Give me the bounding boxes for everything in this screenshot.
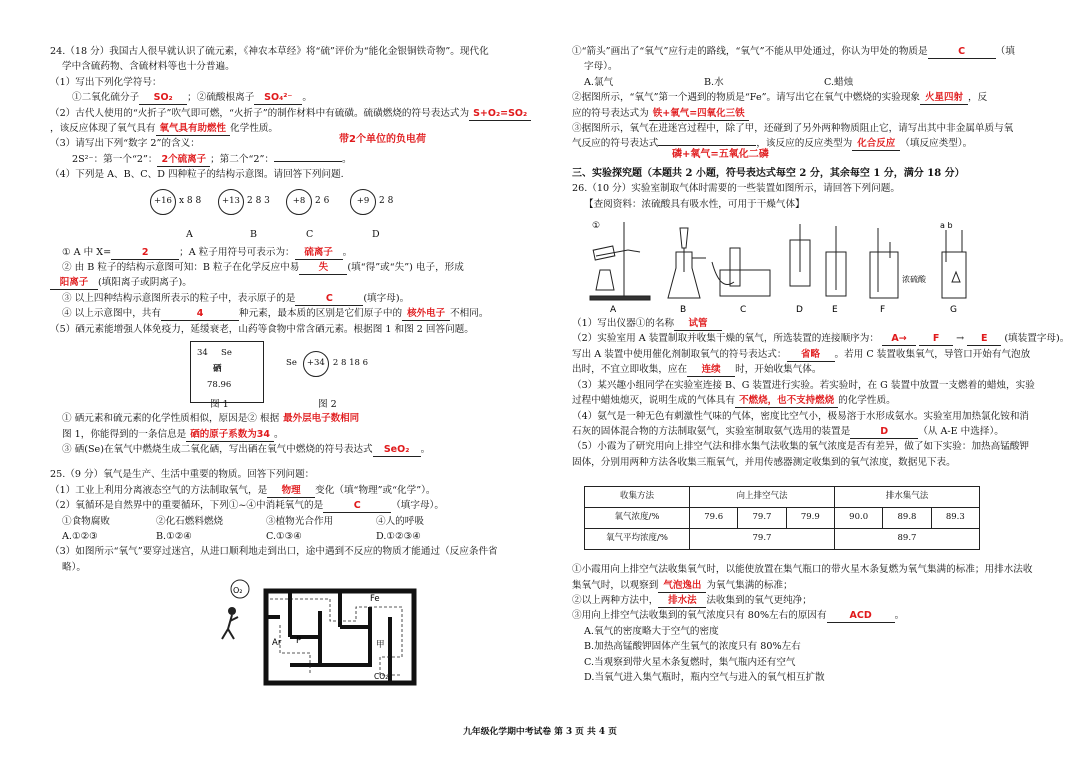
q24-p3b: ；第二个“2”： [210,153,274,165]
q24-5a2-line: 图 1，你能得到的一条信息是 硒的原子系数为34 。 [62,428,284,440]
nucleus-d: +9 [350,189,376,215]
se-symbol: Se [221,348,232,359]
q25-b2: 应的符号表达式为 [572,107,649,119]
q26-p2: （2）实验室用 A 装置制取并收集干燥的氧气，所选装置的连接顺序为： [572,333,879,345]
q26-p5b: 固体，分别用两种方法各收集三瓶氧气，并用传感器测定收集到的氧气浓度，数据见下表。 [572,456,956,468]
se-name: 硒 [213,364,222,375]
q25-b-line [572,90,1052,105]
q25-p3: （3）如图所示“氧气”要穿过迷宫，从进口顺利地走到出口，途中遇到不反应的物质才能通过（反应条件省 [50,546,498,558]
q26-p2c-line [572,362,1052,377]
se2-symbol: Se [286,358,297,369]
q26-q1b-line [572,578,1052,593]
maze-figure [50,577,550,687]
letter-b: B [250,228,257,240]
letter-c: C [306,228,314,240]
q24-4d-line [50,306,550,321]
nucleus-b: +13 [218,189,244,215]
q26-q3-post: 。 [894,610,905,622]
letter-a: A [186,228,193,240]
answer-ion-type: 阳离子 [50,277,98,290]
q25-c2-post: （填反应类型）。 [900,138,973,150]
table-cell: 89.7 [834,529,979,550]
atom-b [218,189,270,215]
q26-p1: （1）写出仪器①的名称 [572,318,675,330]
q24-4b-line [50,260,550,275]
table-cell: 90.0 [834,508,882,529]
se-mass: 78.96 [207,380,232,391]
q25-choice-c: C.①③④ [266,530,302,542]
fig2-caption: 图 2 [318,399,337,411]
q26-q3-line [572,608,1052,623]
answer-fe-phenomenon: 火星四射 [920,92,968,105]
q24-4b2-line [50,275,550,290]
table-cell: 79.9 [786,508,834,529]
answer-element-count: 4 [161,308,239,321]
apparatus-figure [572,212,1052,316]
q25-intro: 25.（9 分）氧气是生产、生活中重要的物质。回答下列问题： [50,469,315,481]
q24-5b: ③ 硒(Se)在氧气中燃烧生成二氧化硒，写出硒在氧气中燃烧的符号表达式 [62,443,373,455]
answer-second-2: 带2个单位的负电荷 [339,134,426,146]
answer-so4: SO₄²⁻ [254,92,302,105]
atom-c [286,189,329,215]
label-b: B [680,305,687,316]
q26-q1b: 集氧气时，以观察到 [572,579,659,591]
maze-p-label: P [296,636,302,647]
answer-seq-f: F [919,333,953,346]
answer-p-equation: 磷+氧气=五氧化二磷 [672,148,769,160]
answer-consume-oxygen: C [323,500,391,513]
q25-p1-post: 变化（填“物理”或“化学”）。 [315,484,436,496]
q24-4d: ④ 以上示意图中，共有 [62,308,161,320]
q25-opt1: ①食物腐败 [62,515,110,527]
q24-p2-line [50,106,550,121]
table-row-label: 氧气平均浓度/% [585,529,690,550]
q26-intro: 26.（10 分）实验室制取气体时需要的一些装置如图所示，请回答下列问题。 [572,183,900,195]
q26-note: 【查阅资料：浓硫酸具有吸水性，可用于干燥气体】 [584,198,805,210]
maze-co2-label: CO₂ [374,672,389,682]
apparatus-b [668,228,706,298]
oxygen-concentration-table [584,486,980,550]
q25-a2: 字母）。 [584,61,618,73]
table-cell: 79.6 [690,508,738,529]
table-row-label: 氧气浓度/% [585,508,690,529]
answer-bubble: 气泡逸出 [658,580,706,593]
q24-p2b-post: 化学性质。 [230,123,279,135]
q24-4c-post: (填字母)。 [363,292,410,304]
q26-p3b: 过程中蜡烛熄灭，说明生成的气体具有 [572,395,736,407]
apparatus-f [870,228,898,298]
q25-b2-line [572,106,1052,121]
q25-choice-b: B.①②④ [156,530,192,542]
q24-p3a-line: 2S²⁻：第一个“2”： 2个硫离子 ；第二个“2”： 。 [72,153,352,165]
selenium-structure [286,351,368,377]
apparatus-marker: ① [592,221,601,232]
label-c: C [740,305,747,316]
q24-p1b: ；②硫酸根离子 [187,92,255,104]
se2-shells: 2 8 18 6 [332,358,369,369]
q25-p1-line [50,483,550,498]
q24-4d-post: 不相同。 [450,308,489,320]
q25-c-float-line [572,148,1052,166]
q26-p3b-post: 的化学性质。 [838,395,896,407]
stick-figure [222,607,238,639]
q25-opt3: ③植物光合作用 [266,515,334,527]
left-column [50,44,550,687]
answer-difference: 核外电子 [402,308,450,321]
q26-q2: ②以上两种方法中， [572,594,659,606]
answer-oxygen-property: 氧气具有助燃性 [156,123,231,136]
q25-a-line [572,44,1052,59]
q26-p5: （5）小霞为了研究用向上排空气法和排水集气法收集的氧气浓度是否有差异，做了如下实验：加热高锰酸钾 [572,441,1030,453]
q26-q2-post: 法收集到的氧气更纯净； [706,594,812,606]
apparatus-acid-label: 浓硫酸 [902,275,926,285]
label-d: D [796,305,803,316]
q26-p3: （3）某兴趣小组同学在实验室连接 B、G 装置进行实验。若实验时，在 G 装置中放置一支燃着的蜡烛，实验 [572,379,1035,391]
label-a: A [610,305,617,316]
answer-seq-a: A→ [882,333,916,346]
q24-p2: （2）古代人使用的“火折子”吹气即可燃，“火折子”的制作材料中有硫磺。硫磺燃烧的符号表达式为 [50,107,470,119]
q24-4c-line [50,291,550,306]
q24-intro: 24.（18 分）我国古人很早就认识了硫元素，《神农本草经》将“硫”评价为“能化金银铜铁奇物”。现代化 [50,46,489,57]
q24-5b-line: ③ 硒(Se)在氧气中燃烧生成二氧化硒，写出硒在氧气中燃烧的符号表达式 SeO₂ 。 [62,443,431,455]
q24-intro2: 学中含硫药物、含硫材料等也十分普遍。 [62,61,235,73]
q24-5a: ① 硒元素和硫元素的化学性质相似，原因是② 根据 [62,413,280,425]
q26-q1: ①小霞用向上排空气法收集氧气时，以能使放置在集气瓶口的带火星木条复燃为氧气集满的标准；用排水法收 [572,564,1033,576]
answer-instrument: 试管 [674,318,722,331]
answer-continuous: 连续 [687,364,735,377]
q26-p1-line [572,316,1052,331]
q25-p2-post: （填字母）。 [391,500,444,512]
answer-physical-change: 物理 [267,485,315,498]
table-row [585,508,980,529]
atom-a [150,189,201,215]
apparatus-ab-label: a b [940,221,953,231]
table-header-upward: 向上排空气法 [690,487,835,508]
label-f: F [880,305,886,316]
maze-ar-label: Ar [272,638,282,649]
q25-c: ③据图所示，氧气在进迷宫过程中，除了甲，还碰到了另外两种物质阻止它，请写出其中非金属单质与氧 [572,123,1014,135]
q24-4b: ② 由 B 粒子的结构示意图可知：B 粒子在化学反应中易 [62,262,300,274]
q24-4a: ① A 中 X= [62,246,112,258]
q25-c2-mid: ，该反应的反应类型为 [756,138,853,150]
q24-p5: （5）硒元素能增强人体免疫力，延缓衰老，山药等食物中常含硒元素。根据图 1 和图 2 回答问题。 [50,323,474,335]
q26-p2b-line [572,347,1052,362]
q26-p2-post: (填装置字母)。 [1004,333,1070,345]
q24-p2b-line [50,121,550,136]
q25-a-opts [572,75,1052,90]
answer-gain-lose: 失 [299,262,347,275]
maze-diagram [170,577,470,687]
q25-b: ②据图所示，“氧气”第一个遇到的物质是“Fe”。请写出它在氧气中燃烧的实验现象 [572,92,921,104]
q26-q2-line [572,593,1052,608]
label-g: G [950,305,957,316]
q25-p1: （1）工业上利用分离液态空气的方法制取氧气，是 [50,484,268,496]
q24-4b-post: (填“得”或“失”) 电子，形成 [347,262,464,274]
q25-choice-d: D.①②③④ [376,530,421,542]
answer-first-2: 2个硫离子 [157,154,210,167]
q26-p3b-line [572,393,1052,408]
q25-a: ①“箭头”画出了“氧气”应行走的路线，“氧气”不能从甲处通过，你认为甲处的物质是 [572,46,928,57]
shells-b: 2 8 3 [247,195,270,206]
q25-c2: 气反应的符号表达式 [572,138,659,150]
apparatus-d [790,224,810,286]
atom-d [350,189,393,215]
table-header-row [585,487,980,508]
page-footer: 九年级化学期中考试卷 第 3 页 共 4 页 [463,727,617,737]
letter-d: D [372,228,380,240]
q24-p2b: ，该反应体现了氧气具有 [50,123,156,135]
q26-opt-b: B.加热高锰酸钾固体产生氧气的浓度只有 80%左右 [584,641,801,653]
answer-similar-property: 最外层电子数相同 [283,413,360,425]
answer-seq-e: E [967,333,1001,346]
shells-d: 2 8 [379,195,394,206]
answer-a-equation: 省略 [787,349,835,362]
q25-opt4: ④人的呼吸 [376,515,424,527]
fig1-caption: 图 1 [210,399,229,411]
q26-p2c-post: 时，开始收集气体。 [735,364,822,376]
answer-ammonia-device: D [850,426,918,439]
q24-p3-line [50,136,550,151]
table-cell: 79.7 [690,529,835,550]
q26-p2b-post: 。若用 C 装置收集氧气，导管口开始有气泡放 [834,348,1031,360]
q26-p4b-line [572,424,1052,439]
shells-a: x 8 8 [179,195,202,206]
answer-a-symbol: 硫离子 [295,247,343,260]
answer-x: 2 [111,247,179,260]
q24-4a-line: ① A 中 X= 2 ；A 粒子用符号可表示为： 硫离子 。 [62,246,353,258]
q24-p3: （3）请写出下列“数字 2”的含义： [50,138,200,150]
q25-p3b: 略）。 [62,561,86,573]
table-header-water: 排水集气法 [834,487,979,508]
q25-opts1 [50,514,550,529]
q24-p1a: ①二氧化硫分子 [72,92,140,104]
answer-atom: C [295,293,363,306]
q24-5a-line [50,411,550,426]
q26-p2-line [572,331,1070,346]
q26-opt-d: D.当氧气进入集气瓶时，瓶内空气与进入的氧气相互扩散 [584,671,825,683]
q26-p4-post: （从 A-E 中选择）。 [918,425,1004,437]
q24-p1: （1）写出下列化学符号： [50,76,162,88]
q25-p2: （2）氧循环是自然界中的重要循环，下列①~④中消耗氧气的是 [50,500,324,512]
maze-jia-label: 甲 [376,640,385,651]
q25-c2-line [572,136,1052,151]
maze-o2-label: O₂ [233,586,243,596]
q26-opt-c: C.当观察到带火星木条复燃时，集气瓶内还有空气 [584,656,796,668]
q24-4b-post2: (填阳离子或阴离子)。 [98,277,192,289]
apparatus-a [590,222,650,300]
nucleus-a: +16 [150,189,176,215]
oxygen-table-wrap [572,470,1052,556]
q26-q1b-post: 为氧气集满的标准； [706,579,793,591]
answer-jia: C [928,46,996,59]
q26-q3: ③用向上排空气法收集到的氧气浓度只有 80%左右的原因有 [572,610,827,622]
table-cell: 89.8 [883,508,931,529]
q26-p4: （4）氨气是一种无色有刺激性气味的气体，密度比空气小，极易溶于水形成氨水。实验室用加热氯化铵和消 [572,410,1030,422]
selenium-element-card [190,341,264,403]
q24-p3a: 2S²⁻：第一个“2”： [72,153,158,165]
table-cell: 79.7 [738,508,786,529]
blank-p-equation [658,145,756,146]
answer-fe-equation: 铁+氧气=四氧化三铁 [649,108,749,121]
q25-p2-line [50,498,550,513]
q24-4a-mid: ；A 粒子用符号可表示为： [179,246,295,258]
shells-c: 2 6 [315,195,330,206]
q26-p4b: 石灰的固体混合物的方法制取氨气，实验室制取氨气选用的装置是 [572,425,851,437]
se-atomic-number: 34 [197,348,208,359]
apparatus-diagram [580,212,1000,316]
se2-nucleus: +34 [303,351,329,377]
nucleus-c: +8 [286,189,312,215]
answer-s-combustion: S+O₂=SO₂ [469,108,531,121]
q26-p2b: 写出 A 装置中使用催化剂制取氧气的符号表达式： [572,348,787,360]
q26-opt-a: A.氧气的密度略大于空气的密度 [584,625,719,637]
answer-so2: SO₂ [139,92,187,105]
maze-inner-walls [266,591,390,683]
q25-a-post: （填 [995,46,1015,57]
answer-figure-info: 硒的原子系数为34 [186,429,274,442]
q26-seq-arrow: → [956,333,965,345]
q26-p2c: 出时，不宜立即收集，应在 [572,364,688,376]
blank-second-2 [274,161,342,162]
right-column [572,44,1070,685]
q25-opts2 [50,529,550,544]
table-cell: 89.3 [931,508,979,529]
apparatus-c [712,248,770,296]
q25-choice-a: A.①②③ [62,530,98,542]
q24-p1-line: ①二氧化硫分子 SO₂ ；②硫酸根离子 SO₄²⁻ 。 [72,92,312,104]
q25-a-opt-c: C.蜡烛 [824,76,854,88]
answer-reaction-type: 化合反应 [852,138,900,151]
answer-gas-property: 不燃烧，也不支持燃烧 [735,395,838,408]
table-header-method: 收集方法 [585,487,690,508]
q24-4c: ③ 以上四种结构示意图所表示的粒子中，表示原子的是 [62,292,296,304]
q25-opt2: ②化石燃料燃烧 [156,515,224,527]
atom-structure-diagrams [50,185,550,245]
q24-5a2: 图 1，你能得到的一条信息是 [62,428,187,440]
maze-fe-label: Fe [370,594,380,605]
answer-purer-method: 排水法 [658,595,706,608]
section-3-heading: 三、实验探究题（本题共 2 小题，符号表达式每空 2 分，其余每空 1 分，满分 18 分） [572,167,965,179]
label-e: E [832,305,838,316]
answer-se-combustion: SeO₂ [373,444,421,457]
q24-4d-mid: 种元素，最本质的区别是它们原子中的 [239,308,403,320]
q24-p4: （4）下列是 A、B、C、D 四种粒子的结构示意图。请回答下列问题. [50,169,344,181]
apparatus-g [942,230,966,298]
q25-a-opt-a: A.氯气 [584,76,614,88]
selenium-figures [50,337,550,411]
q25-a-opt-b: B.水 [704,76,724,88]
answer-reasons: ACD [827,610,895,623]
table-row [585,529,980,550]
q25-b-post: ，反 [968,92,988,104]
apparatus-e [826,226,846,296]
